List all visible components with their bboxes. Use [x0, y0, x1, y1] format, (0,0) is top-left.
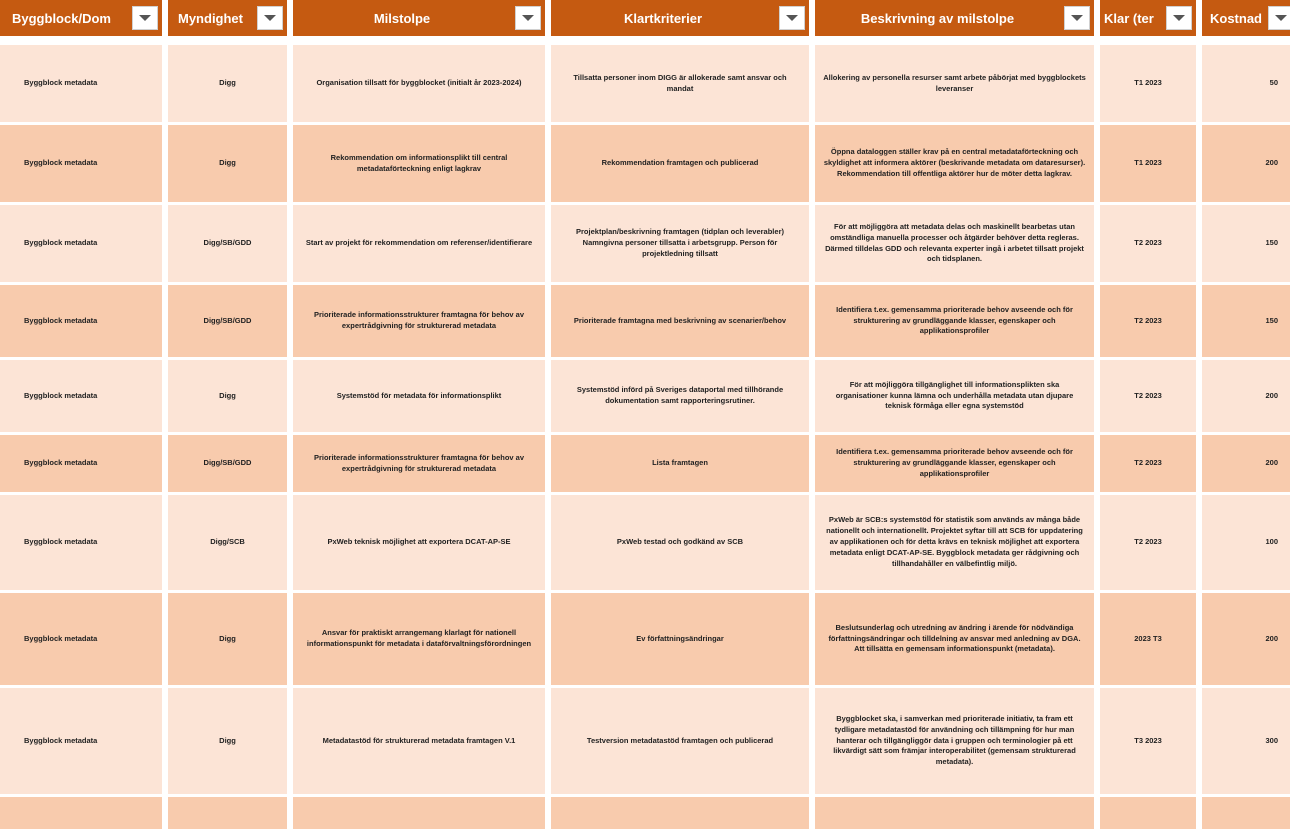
cell-milstolpe[interactable]: Prioriterade informationsstrukturer framtagna för behov av expertrådgivning för strukturerad metadata	[293, 285, 545, 357]
cell-beskrivning[interactable]: För att möjliggöra att metadata delas och maskinellt bearbetas utan omständliga manuella processer och åtgärder behöver detta regleras. Därmed tilldelas GDD och relevanta experter ingå i arbetet tillsatt projekt och tidsplanen.	[815, 205, 1094, 282]
filter-dropdown-button[interactable]	[1166, 6, 1192, 30]
cell-klartkriterier[interactable]: Prioriterade framtagna med beskrivning av scenarier/behov	[551, 285, 809, 357]
empty-cell[interactable]	[1100, 797, 1196, 829]
cell-klartkriterier[interactable]: Projektplan/beskrivning framtagen (tidplan och leverabler) Namngivna personer tillsatta i arbetsgrupp. Person för projektledning tillsatt	[551, 205, 809, 282]
cell-myndighet[interactable]: Digg	[168, 593, 287, 685]
cell-klar[interactable]: T2 2023	[1100, 495, 1196, 590]
cell-myndighet[interactable]: Digg	[168, 360, 287, 432]
column-header-klartkriterier[interactable]	[551, 0, 809, 36]
cell-byggblock[interactable]: Byggblock metadata	[0, 285, 162, 357]
cell-kostnad[interactable]: 200	[1202, 125, 1290, 202]
column-header-label: Kostnad	[1210, 10, 1262, 26]
column-header-beskrivning[interactable]	[815, 0, 1094, 36]
column-header-label: Myndighet	[178, 10, 243, 26]
empty-cell[interactable]	[1202, 797, 1290, 829]
cell-kostnad[interactable]: 150	[1202, 205, 1290, 282]
cell-byggblock[interactable]: Byggblock metadata	[0, 360, 162, 432]
cell-klartkriterier[interactable]: Rekommendation framtagen och publicerad	[551, 125, 809, 202]
cell-beskrivning[interactable]: Öppna dataloggen ställer krav på en central metadataförteckning och skyldighet att informera aktörer (beskrivande metadata om dataresurser). Rekommendation till offentliga aktörer hur de möter detta lagkrav.	[815, 125, 1094, 202]
chevron-down-icon	[1071, 15, 1083, 21]
cell-byggblock[interactable]: Byggblock metadata	[0, 125, 162, 202]
cell-klartkriterier[interactable]: Ev författningsändringar	[551, 593, 809, 685]
cell-byggblock[interactable]: Byggblock metadata	[0, 593, 162, 685]
cell-kostnad[interactable]: 200	[1202, 593, 1290, 685]
column-header-byggblock[interactable]	[0, 0, 162, 36]
cell-myndighet[interactable]: Digg	[168, 45, 287, 122]
cell-milstolpe[interactable]: PxWeb teknisk möjlighet att exportera DCAT-AP-SE	[293, 495, 545, 590]
column-header-klar[interactable]	[1100, 0, 1196, 36]
cell-myndighet[interactable]: Digg/SB/GDD	[168, 435, 287, 492]
column-header-label: Beskrivning av milstolpe	[860, 10, 1015, 26]
cell-kostnad[interactable]: 300	[1202, 688, 1290, 794]
column-header-label: Klartkriterier	[623, 10, 703, 26]
cell-byggblock[interactable]: Byggblock metadata	[0, 688, 162, 794]
cell-beskrivning[interactable]: Identifiera t.ex. gemensamma prioriterade behov avseende och för strukturering av grundläggande klasser, egenskaper och applikationsprofiler	[815, 285, 1094, 357]
chevron-down-icon	[786, 15, 798, 21]
cell-kostnad[interactable]: 200	[1202, 360, 1290, 432]
cell-myndighet[interactable]: Digg/SCB	[168, 495, 287, 590]
cell-kostnad[interactable]: 100	[1202, 495, 1290, 590]
cell-klartkriterier[interactable]: Systemstöd införd på Sveriges dataportal med tillhörande dokumentation samt rapporteringsrutiner.	[551, 360, 809, 432]
cell-myndighet[interactable]: Digg	[168, 125, 287, 202]
cell-myndighet[interactable]: Digg/SB/GDD	[168, 285, 287, 357]
cell-klar[interactable]: T2 2023	[1100, 285, 1196, 357]
cell-milstolpe[interactable]: Prioriterade informationsstrukturer framtagna för behov av expertrådgivning för strukturerad metadata	[293, 435, 545, 492]
cell-klar[interactable]: T1 2023	[1100, 125, 1196, 202]
empty-cell[interactable]	[551, 797, 809, 829]
cell-myndighet[interactable]: Digg	[168, 688, 287, 794]
empty-cell[interactable]	[0, 797, 162, 829]
cell-milstolpe[interactable]: Organisation tillsatt för byggblocket (initialt år 2023-2024)	[293, 45, 545, 122]
column-header-myndighet[interactable]	[168, 0, 287, 36]
column-header-label: Milstolpe	[373, 10, 431, 26]
cell-klartkriterier[interactable]: Testversion metadatastöd framtagen och publicerad	[551, 688, 809, 794]
cell-beskrivning[interactable]: Allokering av personella resurser samt arbete påbörjat med byggblockets leveranser	[815, 45, 1094, 122]
chevron-down-icon	[522, 15, 534, 21]
cell-byggblock[interactable]: Byggblock metadata	[0, 45, 162, 122]
cell-klar[interactable]: 2023 T3	[1100, 593, 1196, 685]
cell-klar[interactable]: T2 2023	[1100, 435, 1196, 492]
filter-dropdown-button[interactable]	[515, 6, 541, 30]
empty-cell[interactable]	[293, 797, 545, 829]
column-header-milstolpe[interactable]	[293, 0, 545, 36]
cell-klar[interactable]: T2 2023	[1100, 205, 1196, 282]
filter-dropdown-button[interactable]	[1268, 6, 1290, 30]
cell-beskrivning[interactable]: PxWeb är SCB:s systemstöd för statistik som används av många både nationellt och internationellt. Projektet syftar till att SCB för uppdatering av applikationen och för detta krävs en teknisk möjlighet att exportera metadata enligt DCAT-AP-SE. Byggblock metadata ger rådgivning och tillhandahåller en välbefintlig miljö.	[815, 495, 1094, 590]
cell-milstolpe[interactable]: Metadatastöd för strukturerad metadata framtagen V.1	[293, 688, 545, 794]
cell-kostnad[interactable]: 50	[1202, 45, 1290, 122]
chevron-down-icon	[139, 15, 151, 21]
chevron-down-icon	[1173, 15, 1185, 21]
filter-dropdown-button[interactable]	[1064, 6, 1090, 30]
cell-klar[interactable]: T3 2023	[1100, 688, 1196, 794]
cell-byggblock[interactable]: Byggblock metadata	[0, 495, 162, 590]
empty-cell[interactable]	[168, 797, 287, 829]
filter-dropdown-button[interactable]	[779, 6, 805, 30]
chevron-down-icon	[1275, 15, 1287, 21]
cell-milstolpe[interactable]: Systemstöd för metadata för informationsplikt	[293, 360, 545, 432]
column-header-label: Klar (ter	[1104, 10, 1154, 26]
cell-kostnad[interactable]: 150	[1202, 285, 1290, 357]
cell-myndighet[interactable]: Digg/SB/GDD	[168, 205, 287, 282]
empty-cell[interactable]	[815, 797, 1094, 829]
cell-byggblock[interactable]: Byggblock metadata	[0, 205, 162, 282]
cell-klar[interactable]: T2 2023	[1100, 360, 1196, 432]
cell-klar[interactable]: T1 2023	[1100, 45, 1196, 122]
cell-kostnad[interactable]: 200	[1202, 435, 1290, 492]
cell-milstolpe[interactable]: Rekommendation om informationsplikt till central metadataförteckning enligt lagkrav	[293, 125, 545, 202]
column-header-kostnad[interactable]	[1202, 0, 1290, 36]
cell-byggblock[interactable]: Byggblock metadata	[0, 435, 162, 492]
filter-dropdown-button[interactable]	[257, 6, 283, 30]
cell-beskrivning[interactable]: Byggblocket ska, i samverkan med prioriterade initiativ, ta fram ett tydligare metadatastöd för användning och tillämpning för hur man hanterar och tillgängliggör data i gruppen och terminologier på ett likvärdigt sätt som främjar interoperabilitet (gemensam strukturerad metadata).	[815, 688, 1094, 794]
column-header-label: Byggblock/Dom	[12, 10, 111, 26]
cell-milstolpe[interactable]: Start av projekt för rekommendation om referenser/identifierare	[293, 205, 545, 282]
cell-klartkriterier[interactable]: Tillsatta personer inom DIGG är allokerade samt ansvar och mandat	[551, 45, 809, 122]
chevron-down-icon	[264, 15, 276, 21]
cell-beskrivning[interactable]: För att möjliggöra tillgänglighet till informationsplikten ska organisationer kunna lämna och underhålla metadata utan djupare teknisk förmåga eller egna systemstöd	[815, 360, 1094, 432]
cell-milstolpe[interactable]: Ansvar för praktiskt arrangemang klarlagt för nationell informationspunkt för metadata i dataförvaltningsförordningen	[293, 593, 545, 685]
filter-dropdown-button[interactable]	[132, 6, 158, 30]
cell-klartkriterier[interactable]: PxWeb testad och godkänd av SCB	[551, 495, 809, 590]
cell-beskrivning[interactable]: Beslutsunderlag och utredning av ändring i ärende för nödvändiga författningsändringar och tilldelning av ansvar med anledning av DGA. Att tillsätta en gemensam informationspunkt (metadata).	[815, 593, 1094, 685]
cell-beskrivning[interactable]: Identifiera t.ex. gemensamma prioriterade behov avseende och för strukturering av grundläggande klasser, egenskaper och applikationsprofiler	[815, 435, 1094, 492]
cell-klartkriterier[interactable]: Lista framtagen	[551, 435, 809, 492]
